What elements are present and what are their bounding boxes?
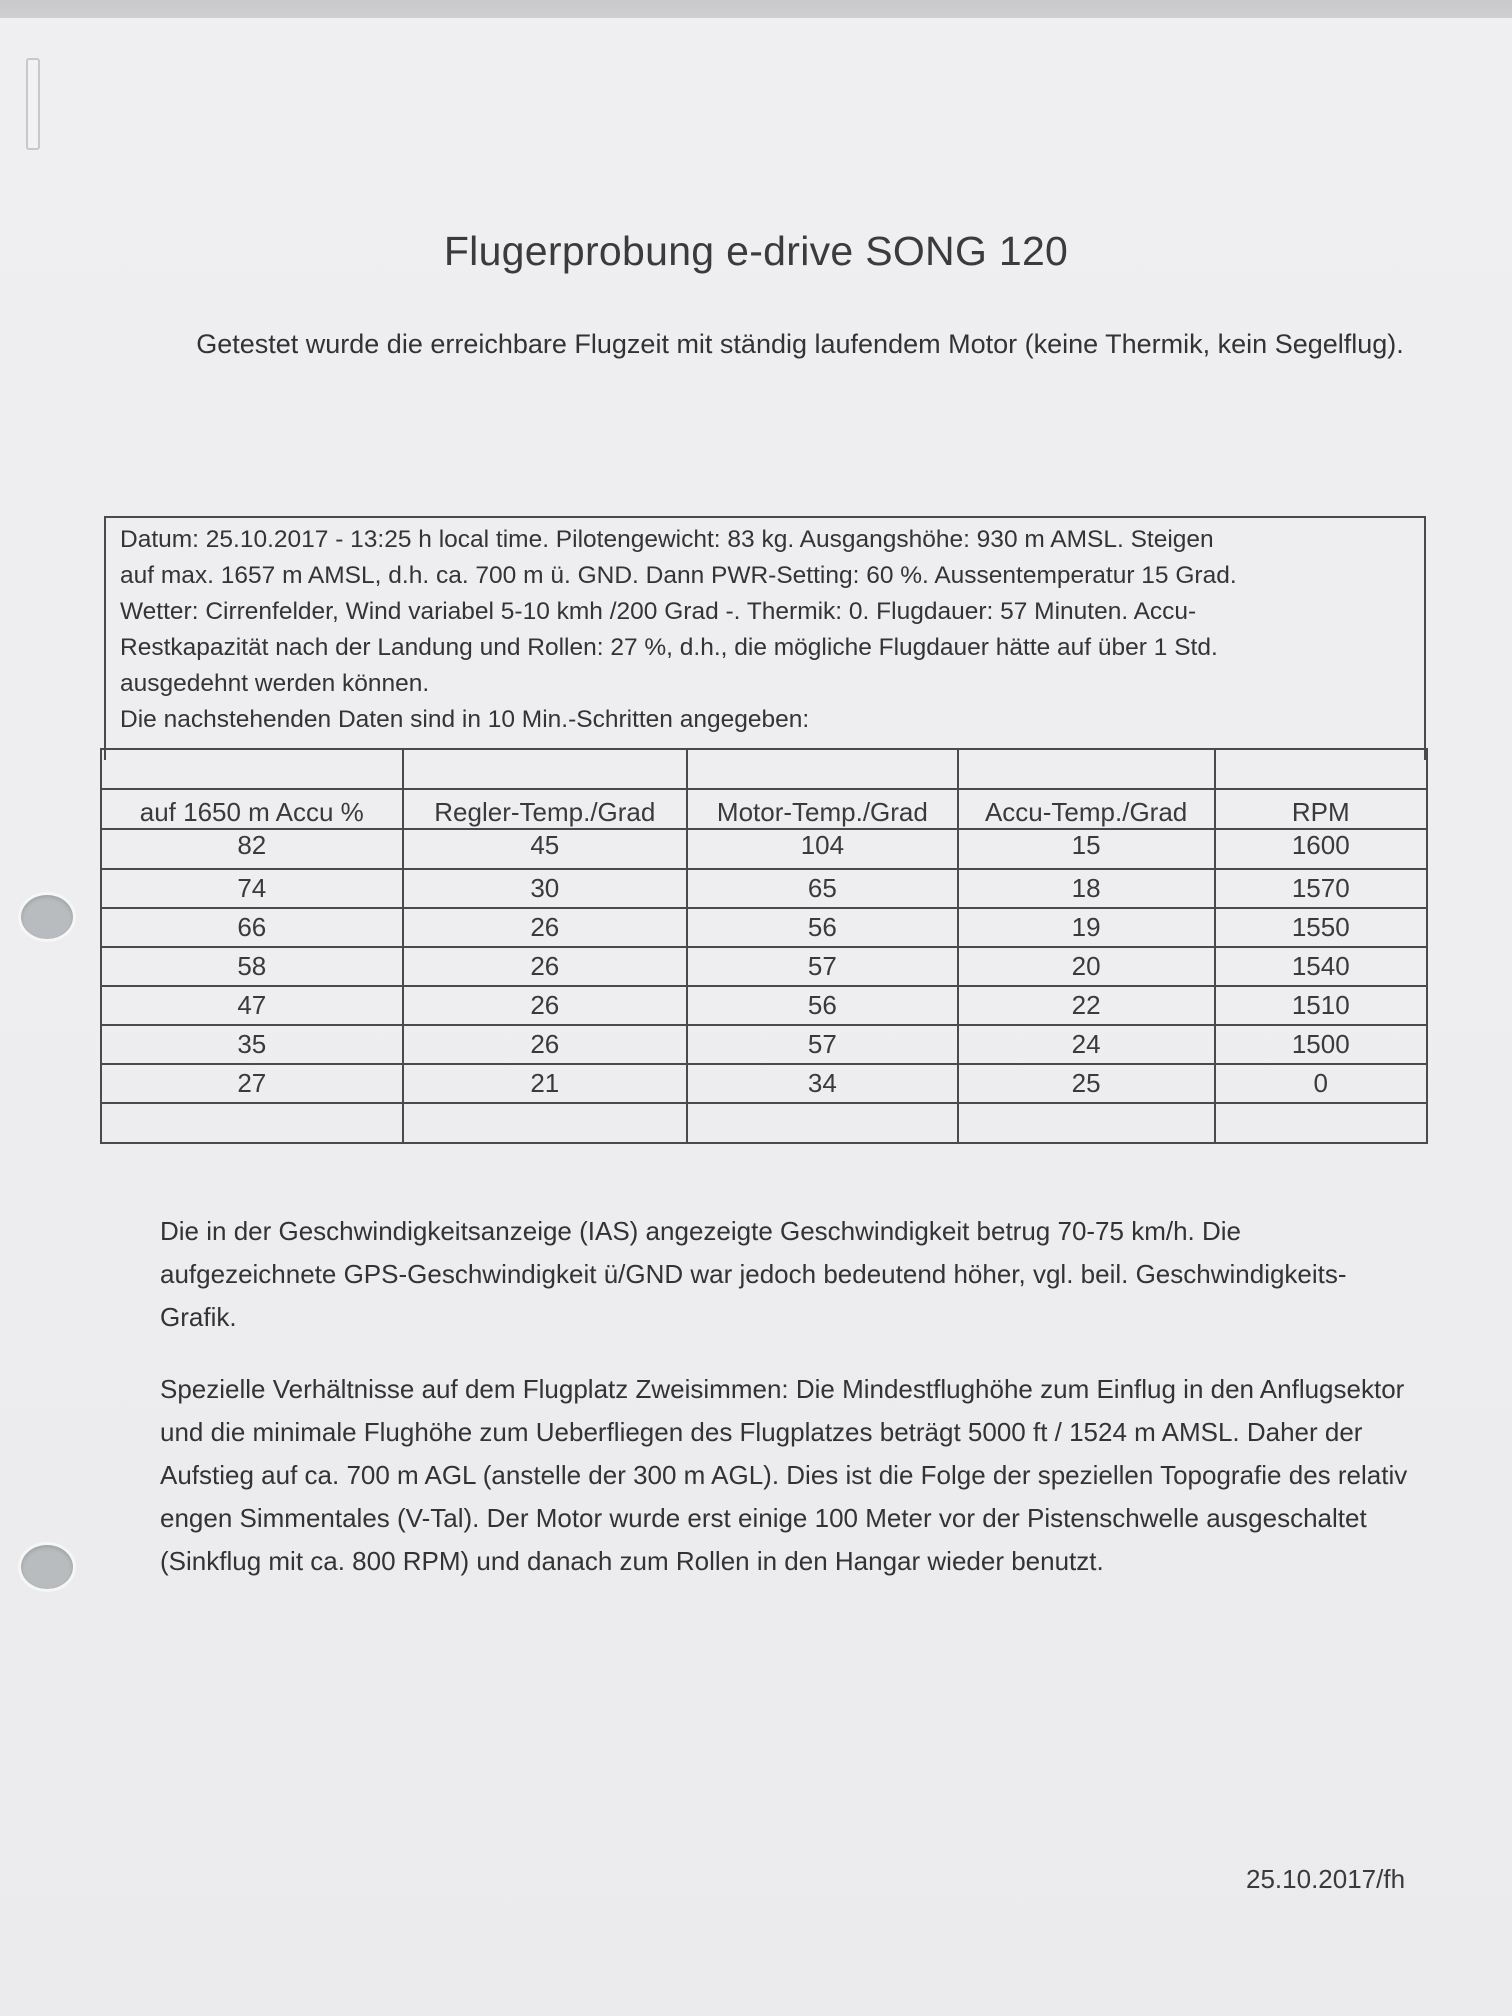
table-cell: 65 [687,869,958,908]
table-cell: 57 [687,947,958,986]
table-cell: 66 [101,908,403,947]
table-row [101,947,1427,986]
column-header: Regler-Temp./Grad [403,789,688,829]
table-cell: 30 [403,869,688,908]
table-cell: 26 [403,947,688,986]
column-header: RPM [1215,789,1427,829]
table-blank-row [101,1103,1427,1143]
flight-info-box [104,516,1426,760]
paragraph-speed: Die in der Geschwindigkeitsanzeige (IAS) angezeigte Geschwindigkeit betrug 70-75 km/h. Die aufgezeichnete GPS-Geschwindigkeit ü/GND war jedoch bedeutend höher, vgl. beil. Geschwindigkeits-Grafik. [160,1216,1347,1332]
table-cell: 15 [958,829,1215,869]
info-line: Datum: 25.10.2017 - 13:25 h local time. Pilotengewicht: 83 kg. Ausgangshöhe: 930 m AMSL. Steigen [120,526,1214,553]
table-cell: 45 [403,829,688,869]
column-header: Accu-Temp./Grad [958,789,1215,829]
table-cell: 26 [403,986,688,1025]
table-cell: 27 [101,1064,403,1103]
punch-hole-icon [18,1542,76,1592]
table-row [101,908,1427,947]
table-cell: 24 [958,1025,1215,1064]
table-row [101,1025,1427,1064]
table-cell: 104 [687,829,958,869]
column-header: auf 1650 m Accu % [101,789,403,829]
table-cell: 56 [687,986,958,1025]
info-line: Restkapazität nach der Landung und Rollen: 27 %, d.h., die mögliche Flugdauer hätte auf über 1 Std. [120,634,1218,661]
info-line: ausgedehnt werden können. [120,670,430,697]
table-cell: 1550 [1215,908,1427,947]
table-cell: 19 [958,908,1215,947]
info-line: Die nachstehenden Daten sind in 10 Min.-Schritten angegeben: [120,706,810,733]
info-line: auf max. 1657 m AMSL, d.h. ca. 700 m ü. GND. Dann PWR-Setting: 60 %. Aussentemperatur 15 Grad. [120,562,1237,589]
table-cell: 1500 [1215,1025,1427,1064]
table-row [101,829,1427,869]
intro-text: Getestet wurde die erreichbare Flugzeit mit ständig laufendem Motor (keine Thermik, kein Segelflug). [196,329,1404,359]
table-header-row [101,789,1427,829]
table-blank-row [101,749,1427,789]
punch-hole-icon [18,892,76,942]
table-cell: 35 [101,1025,403,1064]
table-cell: 20 [958,947,1215,986]
table-cell: 22 [958,986,1215,1025]
document-title: Flugerprobung e-drive SONG 120 [443,228,1069,274]
table-cell: 0 [1215,1064,1427,1103]
table-row [101,986,1427,1025]
table-cell: 1570 [1215,869,1427,908]
table-cell: 18 [958,869,1215,908]
table-cell: 74 [101,869,403,908]
table-cell: 57 [687,1025,958,1064]
table-cell: 1600 [1215,829,1427,869]
table-cell: 82 [101,829,403,869]
paper-clip-icon [26,58,40,150]
table-cell: 34 [687,1064,958,1103]
table-cell: 58 [101,947,403,986]
table-cell: 1510 [1215,986,1427,1025]
signature-date: 25.10.2017/fh [1246,1864,1406,1894]
table-cell: 47 [101,986,403,1025]
paragraph-airfield: Spezielle Verhältnisse auf dem Flugplatz Zweisimmen: Die Mindestflughöhe zum Einflug in den Anflugsektor und die minimale Flughöhe zum Ueberfliegen des Flugplatzes beträgt 5000 ft / 1524 m AMSL. Daher der Aufstieg auf ca. 700 m AGL (anstelle der 300 m AGL). Dies ist die Folge der speziellen Topografie des relativ engen Simmentales (V-Tal). Der Motor wurde erst einige 100 Meter vor der Pistenschwelle ausgeschaltet (Sinkflug mit ca. 800 RPM) und danach zum Rollen in den Hangar wieder benutzt. [160,1374,1408,1576]
table-cell: 26 [403,1025,688,1064]
table-row [101,869,1427,908]
table-cell: 26 [403,908,688,947]
flight-data-table [100,748,1428,1144]
table-cell: 1540 [1215,947,1427,986]
table-row [101,1064,1427,1103]
column-header: Motor-Temp./Grad [687,789,958,829]
table-cell: 21 [403,1064,688,1103]
table-cell: 56 [687,908,958,947]
table-cell: 25 [958,1064,1215,1103]
info-line: Wetter: Cirrenfelder, Wind variabel 5-10 kmh /200 Grad -. Thermik: 0. Flugdauer: 57 Minuten. Accu- [120,598,1197,625]
